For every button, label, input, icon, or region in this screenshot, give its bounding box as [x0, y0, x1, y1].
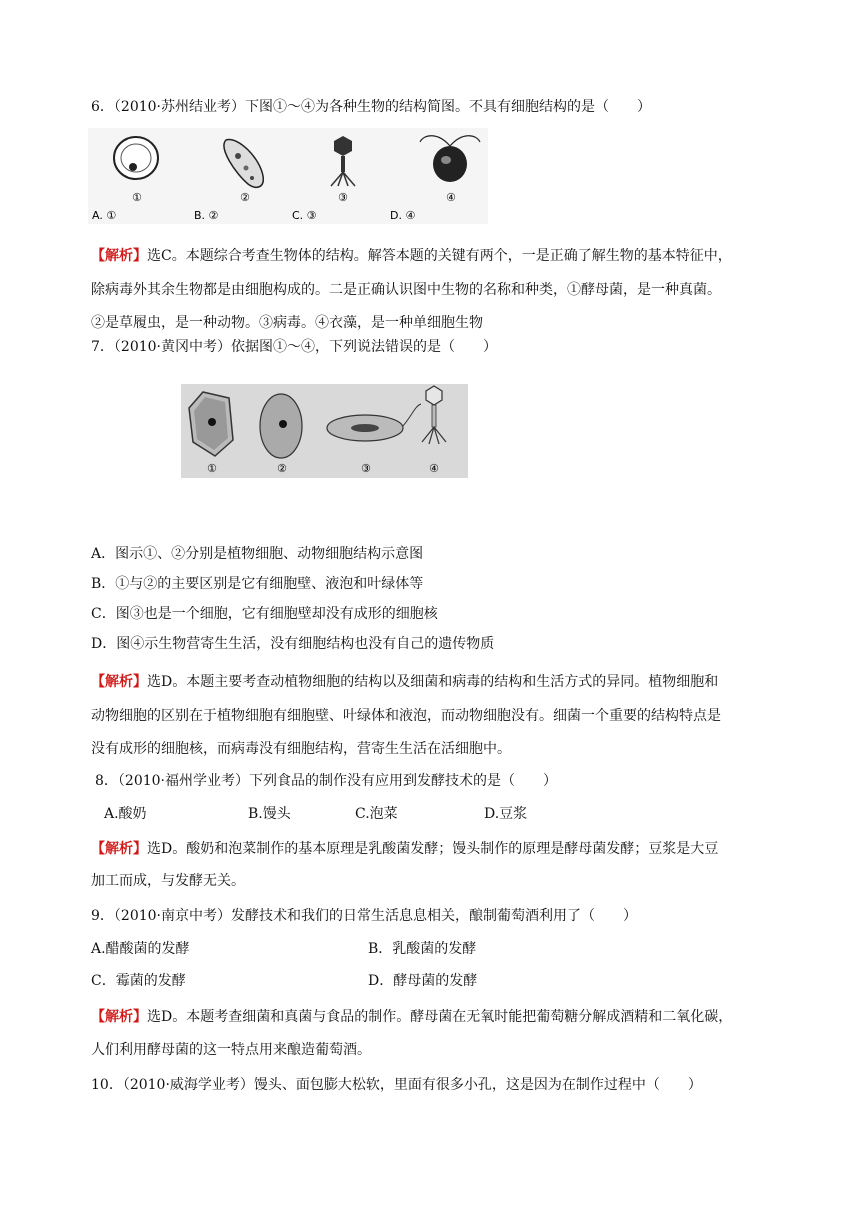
q8-option-c: C.泡菜	[355, 806, 398, 822]
analysis-tag: 【解析】	[91, 248, 147, 264]
q6-figure	[88, 128, 488, 224]
q7-fig-num-1: ①	[207, 462, 217, 475]
q7-stem: 7．（2010·黄冈中考）依据图①～④，下列说法错误的是（ ）	[91, 339, 497, 355]
q8-analysis-line-2: 加工而成，与发酵无关。	[91, 873, 245, 889]
q8-option-b: B.馒头	[248, 806, 291, 822]
q6-analysis-line-3: ②是草履虫，是一种动物。③病毒。④衣藻，是一种单细胞生物	[91, 315, 483, 331]
q6-fig-num-3: ③	[338, 191, 348, 204]
q8-stem: 8．（2010·福州学业考）下列食品的制作没有应用到发酵技术的是（ ）	[95, 773, 557, 789]
q6-option-a: A. ①	[92, 209, 117, 222]
q6-option-d: D. ④	[390, 209, 416, 222]
analysis-tag: 【解析】	[91, 841, 147, 857]
q7-option-c: C．图③也是一个细胞，它有细胞壁却没有成形的细胞核	[91, 606, 438, 622]
q6-analysis-line-2: 除病毒外其余生物都是由细胞构成的。二是正确认识图中生物的名称和种类，①酵母菌，是一种真菌。	[91, 282, 721, 298]
q6-fig-num-4: ④	[446, 191, 456, 204]
q7-fig-num-4: ④	[429, 462, 439, 475]
q9-stem: 9．（2010·南京中考）发酵技术和我们的日常生活息息相关，酿制葡萄酒利用了（ ）	[91, 908, 637, 924]
q6-analysis-line-1: 【解析】选C。本题综合考查生物体的结构。解答本题的关键有两个，一是正确了解生物的基本特征中，	[91, 248, 732, 264]
q9-option-c: C．霉菌的发酵	[91, 973, 186, 989]
analysis-tag: 【解析】	[91, 674, 147, 690]
q8-analysis-line-1: 【解析】选D。酸奶和泡菜制作的基本原理是乳酸菌发酵；馒头制作的原理是酵母菌发酵；豆浆是大豆	[91, 841, 719, 857]
q7-option-a: A．图示①、②分别是植物细胞、动物细胞结构示意图	[91, 546, 424, 562]
q6-stem: 6．（2010·苏州结业考）下图①～④为各种生物的结构简图。不具有细胞结构的是（ ）	[91, 99, 651, 115]
q6-fig-num-2: ②	[240, 191, 250, 204]
q7-figure	[181, 384, 468, 478]
animal-cell-icon	[260, 394, 302, 458]
q9-analysis-line-1: 【解析】选D。本题考查细菌和真菌与食品的制作。酵母菌在无氧时能把葡萄糖分解成酒精和二氧化碳，	[91, 1009, 733, 1025]
q9-option-a: A.醋酸菌的发酵	[91, 941, 190, 957]
q7-analysis-line-3: 没有成形的细胞核，而病毒没有细胞结构，营寄生生活在活细胞中。	[91, 741, 511, 757]
q9-analysis-line-2: 人们利用酵母菌的这一特点用来酿造葡萄酒。	[91, 1042, 371, 1058]
q7-analysis-line-1: 【解析】选D。本题主要考查动植物细胞的结构以及细菌和病毒的结构和生活方式的异同。植物细胞和	[91, 674, 719, 690]
q8-option-a: A.酸奶	[104, 806, 147, 822]
q7-option-b: B．①与②的主要区别是它有细胞壁、液泡和叶绿体等	[91, 576, 424, 592]
q7-analysis-line-2: 动物细胞的区别在于植物细胞有细胞壁、叶绿体和液泡，而动物细胞没有。细菌一个重要的结构特点是	[91, 708, 721, 724]
q10-stem: 10．（2010·威海学业考）馒头、面包膨大松软，里面有很多小孔，这是因为在制作过程中（ ）	[91, 1077, 702, 1093]
q8-option-d: D.豆浆	[484, 806, 528, 822]
analysis-tag: 【解析】	[91, 1009, 147, 1025]
q6-option-c: C. ③	[292, 209, 317, 222]
q9-option-d: D．酵母菌的发酵	[368, 973, 478, 989]
q6-fig-num-1: ①	[132, 191, 142, 204]
q6-option-b: B. ②	[194, 209, 219, 222]
yeast-cell-icon	[114, 137, 158, 179]
q7-fig-num-2: ②	[277, 462, 287, 475]
q9-option-b: B．乳酸菌的发酵	[368, 941, 477, 957]
q7-option-d: D．图④示生物营寄生生活，没有细胞结构也没有自己的遗传物质	[91, 636, 495, 652]
q7-fig-num-3: ③	[361, 462, 371, 475]
